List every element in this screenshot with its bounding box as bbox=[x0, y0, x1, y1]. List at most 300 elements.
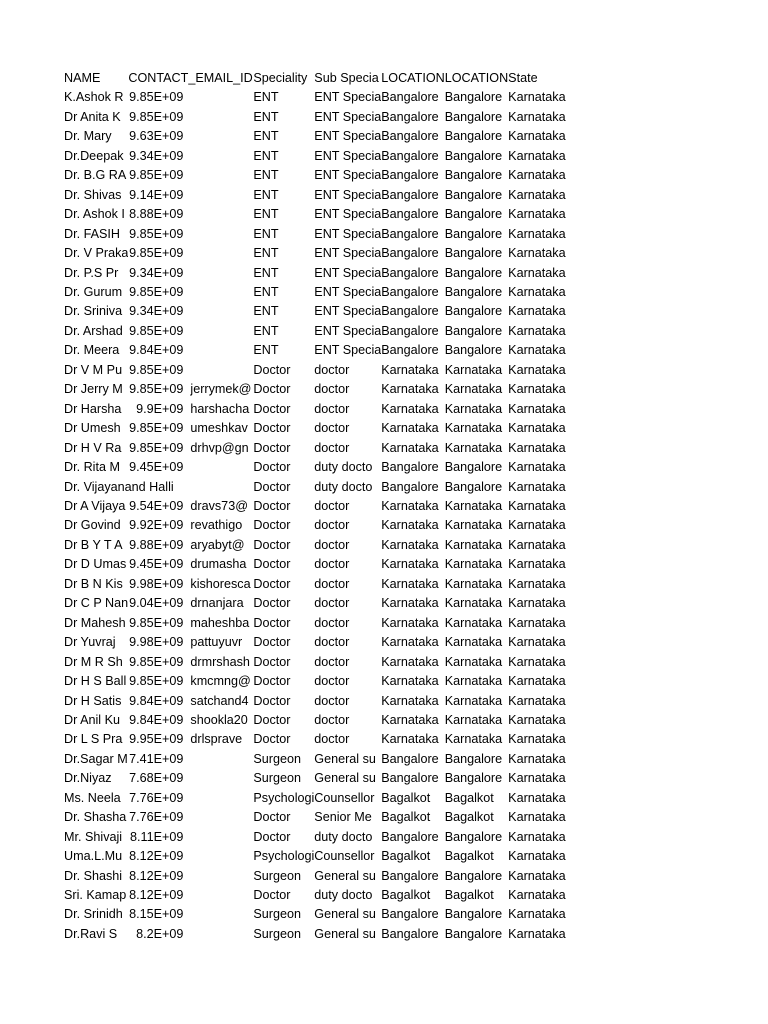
state-cell: Karnataka bbox=[508, 557, 566, 572]
speciality-cell: Doctor bbox=[253, 888, 291, 903]
name-cell: Dr L S Pra bbox=[64, 732, 123, 747]
state-cell: Karnataka bbox=[508, 498, 566, 513]
speciality-cell: ENT bbox=[253, 129, 279, 144]
location-2-cell: Bangalore bbox=[444, 907, 503, 922]
speciality-cell: ENT bbox=[253, 109, 279, 124]
location-2-cell: Bangalore bbox=[444, 751, 503, 766]
email-cell: drnanjara bbox=[190, 596, 244, 611]
table-row bbox=[64, 516, 568, 535]
email-cell: shookla20 bbox=[190, 712, 248, 727]
table-row bbox=[64, 711, 568, 730]
table-row bbox=[64, 380, 568, 399]
table-row bbox=[64, 458, 568, 477]
sub-speciality-cell: General su bbox=[314, 751, 376, 766]
location-cell: Bangalore bbox=[381, 90, 439, 105]
name-cell: Dr A Vijaya bbox=[64, 498, 126, 513]
phone-cell: 9.85E+09 bbox=[129, 362, 184, 377]
sub-speciality-cell: duty docto bbox=[314, 829, 373, 844]
table-row bbox=[64, 147, 568, 166]
state-cell: Karnataka bbox=[508, 343, 566, 358]
location-cell: Bangalore bbox=[381, 168, 439, 183]
location-cell: Karnataka bbox=[381, 518, 439, 533]
location-cell: Karnataka bbox=[381, 537, 439, 552]
location-cell: Bangalore bbox=[381, 479, 439, 494]
name-cell: Dr. B.G RA bbox=[64, 168, 127, 183]
location-cell: Bangalore bbox=[381, 246, 439, 261]
speciality-cell: Surgeon bbox=[253, 751, 302, 766]
location-2-cell: Bagalkot bbox=[444, 888, 494, 903]
state-cell: Karnataka bbox=[508, 129, 566, 144]
sub-speciality-cell: doctor bbox=[314, 654, 350, 669]
email-cell: dravs73@ bbox=[190, 498, 248, 513]
speciality-cell: Doctor bbox=[253, 576, 291, 591]
sub-speciality-cell: ENT Specia bbox=[314, 284, 382, 299]
name-cell: Dr. Vijayanand Halli bbox=[64, 479, 174, 494]
email-cell bbox=[188, 789, 253, 808]
location-cell: Bangalore bbox=[381, 226, 439, 241]
sub-speciality-cell: doctor bbox=[314, 518, 350, 533]
table-row bbox=[64, 614, 568, 633]
table-row bbox=[64, 400, 568, 419]
table-row bbox=[64, 750, 568, 769]
header-state: State bbox=[508, 71, 538, 85]
state-cell: Karnataka bbox=[508, 888, 566, 903]
email-cell bbox=[188, 750, 253, 769]
email-cell: maheshba bbox=[190, 615, 250, 630]
state-cell: Karnataka bbox=[508, 246, 566, 261]
sub-speciality-cell: ENT Specia bbox=[314, 304, 382, 319]
location-2-cell: Karnataka bbox=[444, 693, 503, 708]
sub-speciality-cell: ENT Specia bbox=[314, 226, 382, 241]
location-2-cell: Karnataka bbox=[444, 576, 503, 591]
sub-speciality-cell: doctor bbox=[314, 693, 350, 708]
location-cell: Bangalore bbox=[381, 926, 439, 941]
location-2-cell: Bangalore bbox=[444, 207, 503, 222]
phone-cell: 9.85E+09 bbox=[129, 109, 184, 124]
phone-cell: 8.15E+09 bbox=[129, 907, 184, 922]
phone-cell: 9.85E+09 bbox=[129, 654, 184, 669]
phone-cell: 8.2E+09 bbox=[136, 926, 184, 941]
name-cell: Dr. Arshad bbox=[64, 323, 123, 338]
name-cell: Dr. Shashi bbox=[64, 868, 123, 883]
location-2-cell: Bangalore bbox=[444, 246, 503, 261]
location-cell: Karnataka bbox=[381, 654, 439, 669]
state-cell: Karnataka bbox=[508, 109, 566, 124]
location-2-cell: Karnataka bbox=[444, 557, 503, 572]
name-cell: Dr.Deepak bbox=[64, 148, 124, 163]
name-cell: Dr V M Pu bbox=[64, 362, 123, 377]
location-cell: Bangalore bbox=[381, 460, 439, 475]
table-row bbox=[64, 808, 568, 827]
email-cell bbox=[188, 244, 253, 263]
state-cell: Karnataka bbox=[508, 460, 566, 475]
location-cell: Karnataka bbox=[381, 596, 439, 611]
name-cell: Dr. P.S Pr bbox=[64, 265, 119, 280]
sub-speciality-cell: General su bbox=[314, 907, 376, 922]
table-row bbox=[64, 789, 568, 808]
name-cell: Dr. Meera bbox=[64, 343, 120, 358]
email-cell: satchand4 bbox=[190, 693, 249, 708]
phone-cell: 9.85E+09 bbox=[129, 168, 184, 183]
state-cell: Karnataka bbox=[508, 362, 566, 377]
name-cell: Dr H S Ball bbox=[64, 674, 127, 689]
email-cell bbox=[188, 88, 253, 107]
sub-speciality-cell: ENT Specia bbox=[314, 323, 382, 338]
email-cell: drmrshash bbox=[190, 654, 250, 669]
location-cell: Bangalore bbox=[381, 771, 439, 786]
phone-cell: 9.85E+09 bbox=[129, 323, 184, 338]
phone-cell: 9.54E+09 bbox=[129, 498, 184, 513]
table-row bbox=[64, 88, 568, 107]
name-cell: Dr. Shasha bbox=[64, 810, 127, 825]
speciality-cell: Surgeon bbox=[253, 771, 302, 786]
email-cell bbox=[188, 361, 253, 380]
phone-cell: 9.85E+09 bbox=[129, 284, 184, 299]
location-cell: Bagalkot bbox=[381, 888, 431, 903]
state-cell: Karnataka bbox=[508, 440, 566, 455]
name-cell: Dr Umesh bbox=[64, 421, 121, 436]
state-cell: Karnataka bbox=[508, 518, 566, 533]
location-2-cell: Karnataka bbox=[444, 421, 503, 436]
email-cell bbox=[188, 186, 253, 205]
location-cell: Bangalore bbox=[381, 109, 439, 124]
speciality-cell: Doctor bbox=[253, 421, 291, 436]
sub-speciality-cell: Senior Me bbox=[314, 810, 372, 825]
location-2-cell: Bagalkot bbox=[444, 790, 494, 805]
name-cell: Dr Mahesh bbox=[64, 615, 126, 630]
sub-speciality-cell: ENT Specia bbox=[314, 129, 382, 144]
location-2-cell: Karnataka bbox=[444, 732, 503, 747]
speciality-cell: ENT bbox=[253, 226, 279, 241]
phone-cell: 9.98E+09 bbox=[129, 576, 184, 591]
state-cell: Karnataka bbox=[508, 926, 566, 941]
location-cell: Bangalore bbox=[381, 304, 439, 319]
table-row bbox=[64, 283, 568, 302]
speciality-cell: Doctor bbox=[253, 401, 291, 416]
state-cell: Karnataka bbox=[508, 829, 566, 844]
table-row bbox=[64, 166, 568, 185]
location-cell: Bangalore bbox=[381, 284, 439, 299]
location-cell: Karnataka bbox=[381, 615, 439, 630]
email-cell bbox=[188, 886, 253, 905]
state-cell: Karnataka bbox=[508, 90, 566, 105]
table-row bbox=[64, 205, 568, 224]
location-cell: Karnataka bbox=[381, 712, 439, 727]
phone-cell: 9.95E+09 bbox=[129, 732, 184, 747]
speciality-cell: ENT bbox=[253, 90, 279, 105]
name-cell: Dr B N Kis bbox=[64, 576, 123, 591]
state-cell: Karnataka bbox=[508, 537, 566, 552]
email-cell bbox=[188, 925, 253, 944]
speciality-cell: ENT bbox=[253, 343, 279, 358]
location-2-cell: Bangalore bbox=[444, 284, 503, 299]
table-row bbox=[64, 730, 568, 749]
phone-cell: 9.85E+09 bbox=[129, 440, 184, 455]
speciality-cell: Doctor bbox=[253, 635, 291, 650]
location-cell: Bagalkot bbox=[381, 790, 431, 805]
header-sub-speciality: Sub Specia bbox=[314, 71, 379, 85]
email-cell bbox=[188, 205, 253, 224]
email-cell: revathigo bbox=[190, 518, 243, 533]
speciality-cell: ENT bbox=[253, 265, 279, 280]
sub-speciality-cell: doctor bbox=[314, 596, 350, 611]
table-row bbox=[64, 769, 568, 788]
name-cell: Dr Govind bbox=[64, 518, 121, 533]
location-cell: Karnataka bbox=[381, 635, 439, 650]
state-cell: Karnataka bbox=[508, 596, 566, 611]
sub-speciality-cell: doctor bbox=[314, 615, 350, 630]
location-cell: Karnataka bbox=[381, 693, 439, 708]
location-2-cell: Bangalore bbox=[444, 771, 503, 786]
state-cell: Karnataka bbox=[508, 674, 566, 689]
location-cell: Bangalore bbox=[381, 907, 439, 922]
location-cell: Bangalore bbox=[381, 187, 439, 202]
data-table bbox=[64, 69, 568, 944]
location-cell: Bangalore bbox=[381, 148, 439, 163]
location-cell: Karnataka bbox=[381, 382, 439, 397]
sub-speciality-cell: ENT Specia bbox=[314, 265, 382, 280]
table-row bbox=[64, 322, 568, 341]
table-row bbox=[64, 419, 568, 438]
speciality-cell: ENT bbox=[253, 207, 279, 222]
location-cell: Karnataka bbox=[381, 362, 439, 377]
phone-cell: 9.04E+09 bbox=[129, 596, 184, 611]
sub-speciality-cell: doctor bbox=[314, 576, 350, 591]
sub-speciality-cell: doctor bbox=[314, 537, 350, 552]
table-row bbox=[64, 244, 568, 263]
speciality-cell: Surgeon bbox=[253, 926, 302, 941]
header-speciality: Speciality bbox=[253, 71, 308, 85]
location-2-cell: Bangalore bbox=[444, 187, 503, 202]
name-cell: K.Ashok R bbox=[64, 90, 124, 105]
table-row bbox=[64, 905, 568, 924]
state-cell: Karnataka bbox=[508, 615, 566, 630]
name-cell: Uma.L.Mu bbox=[64, 849, 123, 864]
speciality-cell: Doctor bbox=[253, 362, 291, 377]
location-cell: Bangalore bbox=[381, 207, 439, 222]
table-row bbox=[64, 225, 568, 244]
table-row bbox=[64, 536, 568, 555]
location-2-cell: Karnataka bbox=[444, 712, 503, 727]
phone-cell: 8.88E+09 bbox=[129, 207, 184, 222]
state-cell: Karnataka bbox=[508, 635, 566, 650]
email-cell bbox=[188, 808, 253, 827]
location-2-cell: Karnataka bbox=[444, 674, 503, 689]
location-cell: Karnataka bbox=[381, 557, 439, 572]
speciality-cell: ENT bbox=[253, 187, 279, 202]
phone-cell: 9.92E+09 bbox=[129, 518, 184, 533]
state-cell: Karnataka bbox=[508, 421, 566, 436]
table-row bbox=[64, 828, 568, 847]
location-cell: Bangalore bbox=[381, 129, 439, 144]
speciality-cell: Doctor bbox=[253, 693, 291, 708]
table-row bbox=[64, 886, 568, 905]
state-cell: Karnataka bbox=[508, 323, 566, 338]
location-2-cell: Bangalore bbox=[444, 129, 503, 144]
name-cell: Dr Anil Ku bbox=[64, 712, 120, 727]
location-2-cell: Bangalore bbox=[444, 265, 503, 280]
phone-cell: 9.34E+09 bbox=[129, 265, 184, 280]
location-2-cell: Karnataka bbox=[444, 382, 503, 397]
table-row bbox=[64, 672, 568, 691]
phone-cell: 8.12E+09 bbox=[129, 849, 184, 864]
location-cell: Bangalore bbox=[381, 868, 439, 883]
email-cell: drhvp@gn bbox=[190, 440, 249, 455]
location-2-cell: Bangalore bbox=[444, 479, 503, 494]
speciality-cell: ENT bbox=[253, 168, 279, 183]
header-contact-email-id: CONTACT_EMAIL_ID bbox=[128, 71, 253, 85]
phone-cell: 9.84E+09 bbox=[129, 712, 184, 727]
speciality-cell: Doctor bbox=[253, 479, 291, 494]
sub-speciality-cell: doctor bbox=[314, 498, 350, 513]
location-2-cell: Bangalore bbox=[444, 926, 503, 941]
table-row bbox=[64, 633, 568, 652]
table-row bbox=[64, 555, 568, 574]
location-2-cell: Karnataka bbox=[444, 635, 503, 650]
table-row bbox=[64, 575, 568, 594]
sub-speciality-cell: General su bbox=[314, 771, 376, 786]
email-cell: pattuyuvr bbox=[190, 635, 243, 650]
header-location: LOCATION bbox=[381, 71, 445, 85]
email-cell bbox=[188, 341, 253, 360]
speciality-cell: Doctor bbox=[253, 537, 291, 552]
name-cell: Dr Yuvraj bbox=[64, 635, 116, 650]
email-cell: jerrymek@ bbox=[190, 382, 252, 397]
name-cell: Dr H Satis bbox=[64, 693, 122, 708]
speciality-cell: ENT bbox=[253, 323, 279, 338]
state-cell: Karnataka bbox=[508, 265, 566, 280]
email-cell: kishoresca bbox=[190, 576, 251, 591]
email-cell bbox=[188, 225, 253, 244]
state-cell: Karnataka bbox=[508, 304, 566, 319]
table-row bbox=[64, 127, 568, 146]
speciality-cell: ENT bbox=[253, 284, 279, 299]
state-cell: Karnataka bbox=[508, 810, 566, 825]
sub-speciality-cell: ENT Specia bbox=[314, 343, 382, 358]
phone-cell: 9.45E+09 bbox=[129, 460, 184, 475]
phone-cell: 7.68E+09 bbox=[129, 771, 184, 786]
speciality-cell: Psychologi bbox=[253, 849, 315, 864]
location-2-cell: Bangalore bbox=[444, 226, 503, 241]
table-row bbox=[64, 692, 568, 711]
state-cell: Karnataka bbox=[508, 226, 566, 241]
location-cell: Karnataka bbox=[381, 498, 439, 513]
location-2-cell: Bangalore bbox=[444, 90, 503, 105]
phone-cell: 9.63E+09 bbox=[129, 129, 184, 144]
state-cell: Karnataka bbox=[508, 693, 566, 708]
location-cell: Bangalore bbox=[381, 751, 439, 766]
phone-cell: 9.85E+09 bbox=[129, 226, 184, 241]
state-cell: Karnataka bbox=[508, 148, 566, 163]
email-cell bbox=[188, 127, 253, 146]
speciality-cell: Doctor bbox=[253, 732, 291, 747]
state-cell: Karnataka bbox=[508, 732, 566, 747]
sub-speciality-cell: ENT Specia bbox=[314, 207, 382, 222]
speciality-cell: Doctor bbox=[253, 829, 291, 844]
location-2-cell: Karnataka bbox=[444, 518, 503, 533]
email-cell: kmcmng@ bbox=[190, 674, 251, 689]
table-row bbox=[64, 361, 568, 380]
state-cell: Karnataka bbox=[508, 790, 566, 805]
phone-cell: 9.34E+09 bbox=[129, 148, 184, 163]
sub-speciality-cell: duty docto bbox=[314, 479, 373, 494]
phone-cell: 9.84E+09 bbox=[129, 343, 184, 358]
email-cell: harshacha bbox=[190, 401, 250, 416]
location-2-cell: Karnataka bbox=[444, 654, 503, 669]
name-cell: Dr. Gurum bbox=[64, 284, 123, 299]
table-row bbox=[64, 439, 568, 458]
name-cell: Dr D Umas bbox=[64, 557, 127, 572]
sub-speciality-cell: doctor bbox=[314, 635, 350, 650]
location-2-cell: Bangalore bbox=[444, 868, 503, 883]
sub-speciality-cell: doctor bbox=[314, 557, 350, 572]
sub-speciality-cell: doctor bbox=[314, 732, 350, 747]
state-cell: Karnataka bbox=[508, 207, 566, 222]
speciality-cell: Doctor bbox=[253, 498, 291, 513]
sub-speciality-cell: doctor bbox=[314, 421, 350, 436]
email-cell bbox=[188, 147, 253, 166]
table-row bbox=[64, 497, 568, 516]
sub-speciality-cell: doctor bbox=[314, 712, 350, 727]
name-cell: Dr C P Nan bbox=[64, 596, 129, 611]
sub-speciality-cell: ENT Specia bbox=[314, 187, 382, 202]
name-cell: Dr. Sriniva bbox=[64, 304, 123, 319]
state-cell: Karnataka bbox=[508, 849, 566, 864]
location-2-cell: Bangalore bbox=[444, 168, 503, 183]
state-cell: Karnataka bbox=[508, 654, 566, 669]
table-row bbox=[64, 653, 568, 672]
sub-speciality-cell: doctor bbox=[314, 440, 350, 455]
speciality-cell: Surgeon bbox=[253, 907, 302, 922]
sub-speciality-cell: doctor bbox=[314, 362, 350, 377]
name-cell: Dr Harsha bbox=[64, 401, 122, 416]
sub-speciality-cell: Counsellor bbox=[314, 849, 375, 864]
phone-cell: 9.85E+09 bbox=[129, 90, 184, 105]
name-cell: Dr M R Sh bbox=[64, 654, 123, 669]
sub-speciality-cell: General su bbox=[314, 926, 376, 941]
email-cell bbox=[188, 769, 253, 788]
table-row bbox=[64, 264, 568, 283]
phone-cell: 9.85E+09 bbox=[129, 421, 184, 436]
speciality-cell: Doctor bbox=[253, 557, 291, 572]
sub-speciality-cell: Counsellor bbox=[314, 790, 375, 805]
location-2-cell: Karnataka bbox=[444, 615, 503, 630]
location-cell: Bangalore bbox=[381, 265, 439, 280]
name-cell: Dr. Mary bbox=[64, 129, 112, 144]
phone-cell: 9.85E+09 bbox=[129, 674, 184, 689]
state-cell: Karnataka bbox=[508, 907, 566, 922]
sub-speciality-cell: doctor bbox=[314, 401, 350, 416]
state-cell: Karnataka bbox=[508, 712, 566, 727]
sub-speciality-cell: ENT Specia bbox=[314, 168, 382, 183]
location-2-cell: Karnataka bbox=[444, 498, 503, 513]
phone-cell: 8.12E+09 bbox=[129, 868, 184, 883]
name-cell: Dr. V Praka bbox=[64, 246, 129, 261]
location-cell: Karnataka bbox=[381, 440, 439, 455]
speciality-cell: ENT bbox=[253, 148, 279, 163]
table-row bbox=[64, 302, 568, 321]
location-2-cell: Karnataka bbox=[444, 596, 503, 611]
sub-speciality-cell: duty docto bbox=[314, 460, 373, 475]
location-cell: Bangalore bbox=[381, 829, 439, 844]
name-cell: Dr.Niyaz bbox=[64, 771, 112, 786]
phone-cell: 9.14E+09 bbox=[129, 187, 184, 202]
location-2-cell: Bangalore bbox=[444, 148, 503, 163]
phone-cell: 9.88E+09 bbox=[129, 537, 184, 552]
location-cell: Bagalkot bbox=[381, 849, 431, 864]
location-2-cell: Bagalkot bbox=[444, 810, 494, 825]
speciality-cell: Doctor bbox=[253, 460, 291, 475]
